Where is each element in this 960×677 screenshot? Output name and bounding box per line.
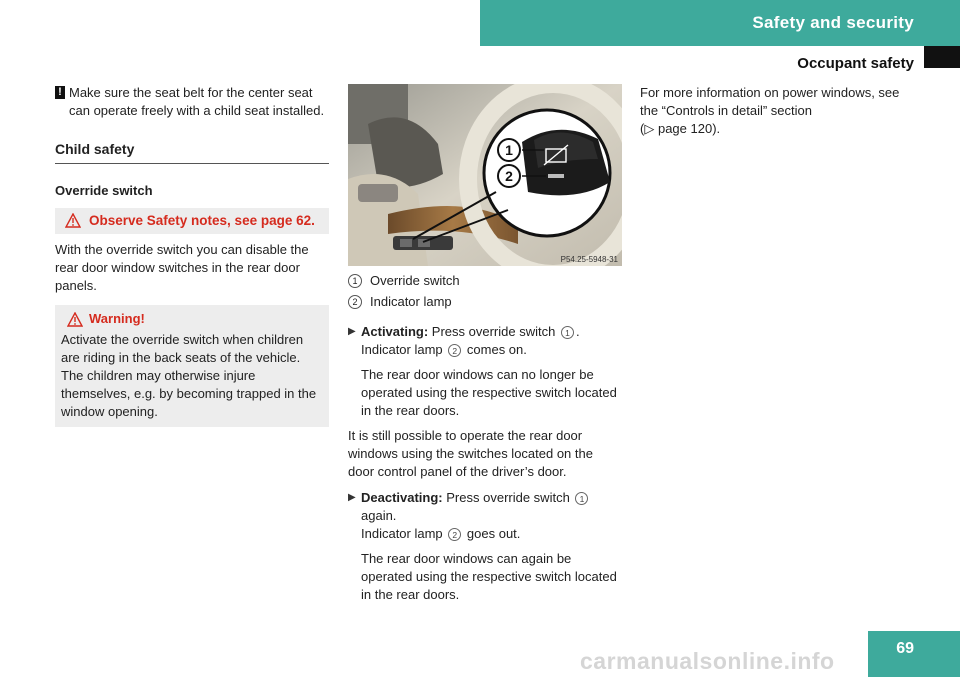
- more-info-paragraph: For more information on power windows, see the “Controls in detail” section (▷ page 120).: [640, 85, 900, 136]
- page-ref-link[interactable]: page 120).: [657, 121, 721, 136]
- step-label: Deactivating:: [361, 490, 443, 505]
- ref-number: 1: [575, 492, 588, 505]
- warning-triangle-icon: [67, 312, 83, 327]
- step-text: goes out.: [466, 526, 521, 541]
- section-heading: Child safety: [55, 140, 329, 164]
- arrow-icon: ▶: [348, 492, 356, 503]
- step-text: Press override switch: [446, 490, 570, 505]
- watermark: carmanualsonline.info: [580, 648, 835, 674]
- intro-paragraph: With the override switch you can disable the rear door window switches in the rear door panels.: [55, 242, 309, 293]
- warning-heading: [61, 309, 323, 329]
- warning-text: Activate the override switch when children are riding in the back seats of the vehicle. The children may otherwise injure themselves, e.g. by becoming trapped in the window opening.: [61, 332, 317, 419]
- step-detail: The rear door windows can again be operated using the respective switch located in the rear doors.: [361, 551, 617, 602]
- subsection-heading: Override switch: [55, 183, 153, 198]
- body-paragraph: It is still possible to operate the rear door windows using the switches located on the door control panel of the driver’s door.: [348, 428, 593, 479]
- page-number: 69: [896, 640, 914, 657]
- exclamation-icon: !: [55, 86, 65, 99]
- legend-number: 2: [348, 295, 362, 309]
- caution-note: [55, 84, 329, 120]
- page-ref-arrow-icon: ▷: [644, 121, 655, 136]
- page-subtitle: Occupant safety: [797, 55, 914, 72]
- column-left: [55, 84, 329, 427]
- legend-item: [348, 272, 622, 290]
- header-marker: [924, 46, 960, 68]
- step-text: Indicator lamp: [361, 526, 443, 541]
- ref-number: 2: [448, 528, 461, 541]
- warning-box: [55, 305, 329, 427]
- legend: [348, 272, 622, 311]
- step-text: Indicator lamp: [361, 342, 443, 357]
- legend-label: Indicator lamp: [370, 294, 452, 309]
- section-title: Safety and security: [752, 13, 914, 32]
- legend-number: 1: [348, 274, 362, 288]
- header-tab: [480, 0, 960, 46]
- ref-number: 1: [561, 326, 574, 339]
- override-switch-photo: [348, 84, 622, 266]
- safety-notes-link[interactable]: Observe Safety notes, see page 62.: [89, 213, 315, 228]
- step-text: Press override switch: [431, 324, 556, 339]
- step-detail: The rear door windows can no longer be operated using the respective switch located in the rear doors.: [361, 367, 617, 418]
- legend-label: Override switch: [370, 273, 460, 288]
- step-text: comes on.: [466, 342, 527, 357]
- step-label: Activating:: [361, 324, 429, 339]
- ref-number: 2: [448, 344, 461, 357]
- step-activating: ▶ Activating: Press override switch 1 . Indicator lamp 2 comes on. The rear door windows can no longer be operated using the respective switch located in the rear doors.: [348, 323, 622, 420]
- step-text: again.: [361, 508, 397, 523]
- arrow-icon: ▶: [348, 326, 356, 337]
- column-middle: [348, 84, 622, 604]
- legend-item: [348, 293, 622, 311]
- page-number-tab: [868, 631, 960, 677]
- caution-note-text: Make sure the seat belt for the center seat can operate freely with a child seat installed.: [69, 85, 325, 118]
- photo-callout-2: 2: [505, 168, 513, 184]
- safety-notes-box: [55, 208, 329, 234]
- photo-callout-1: 1: [505, 142, 513, 158]
- step-deactivating: [348, 489, 622, 604]
- column-right: [640, 84, 920, 138]
- warning-title: Warning!: [89, 311, 145, 326]
- warning-triangle-icon: [65, 213, 81, 228]
- more-info-text: For more information on power windows, see the “Controls in detail” section: [640, 85, 900, 118]
- image-code: P54.25-5948-31: [560, 255, 618, 264]
